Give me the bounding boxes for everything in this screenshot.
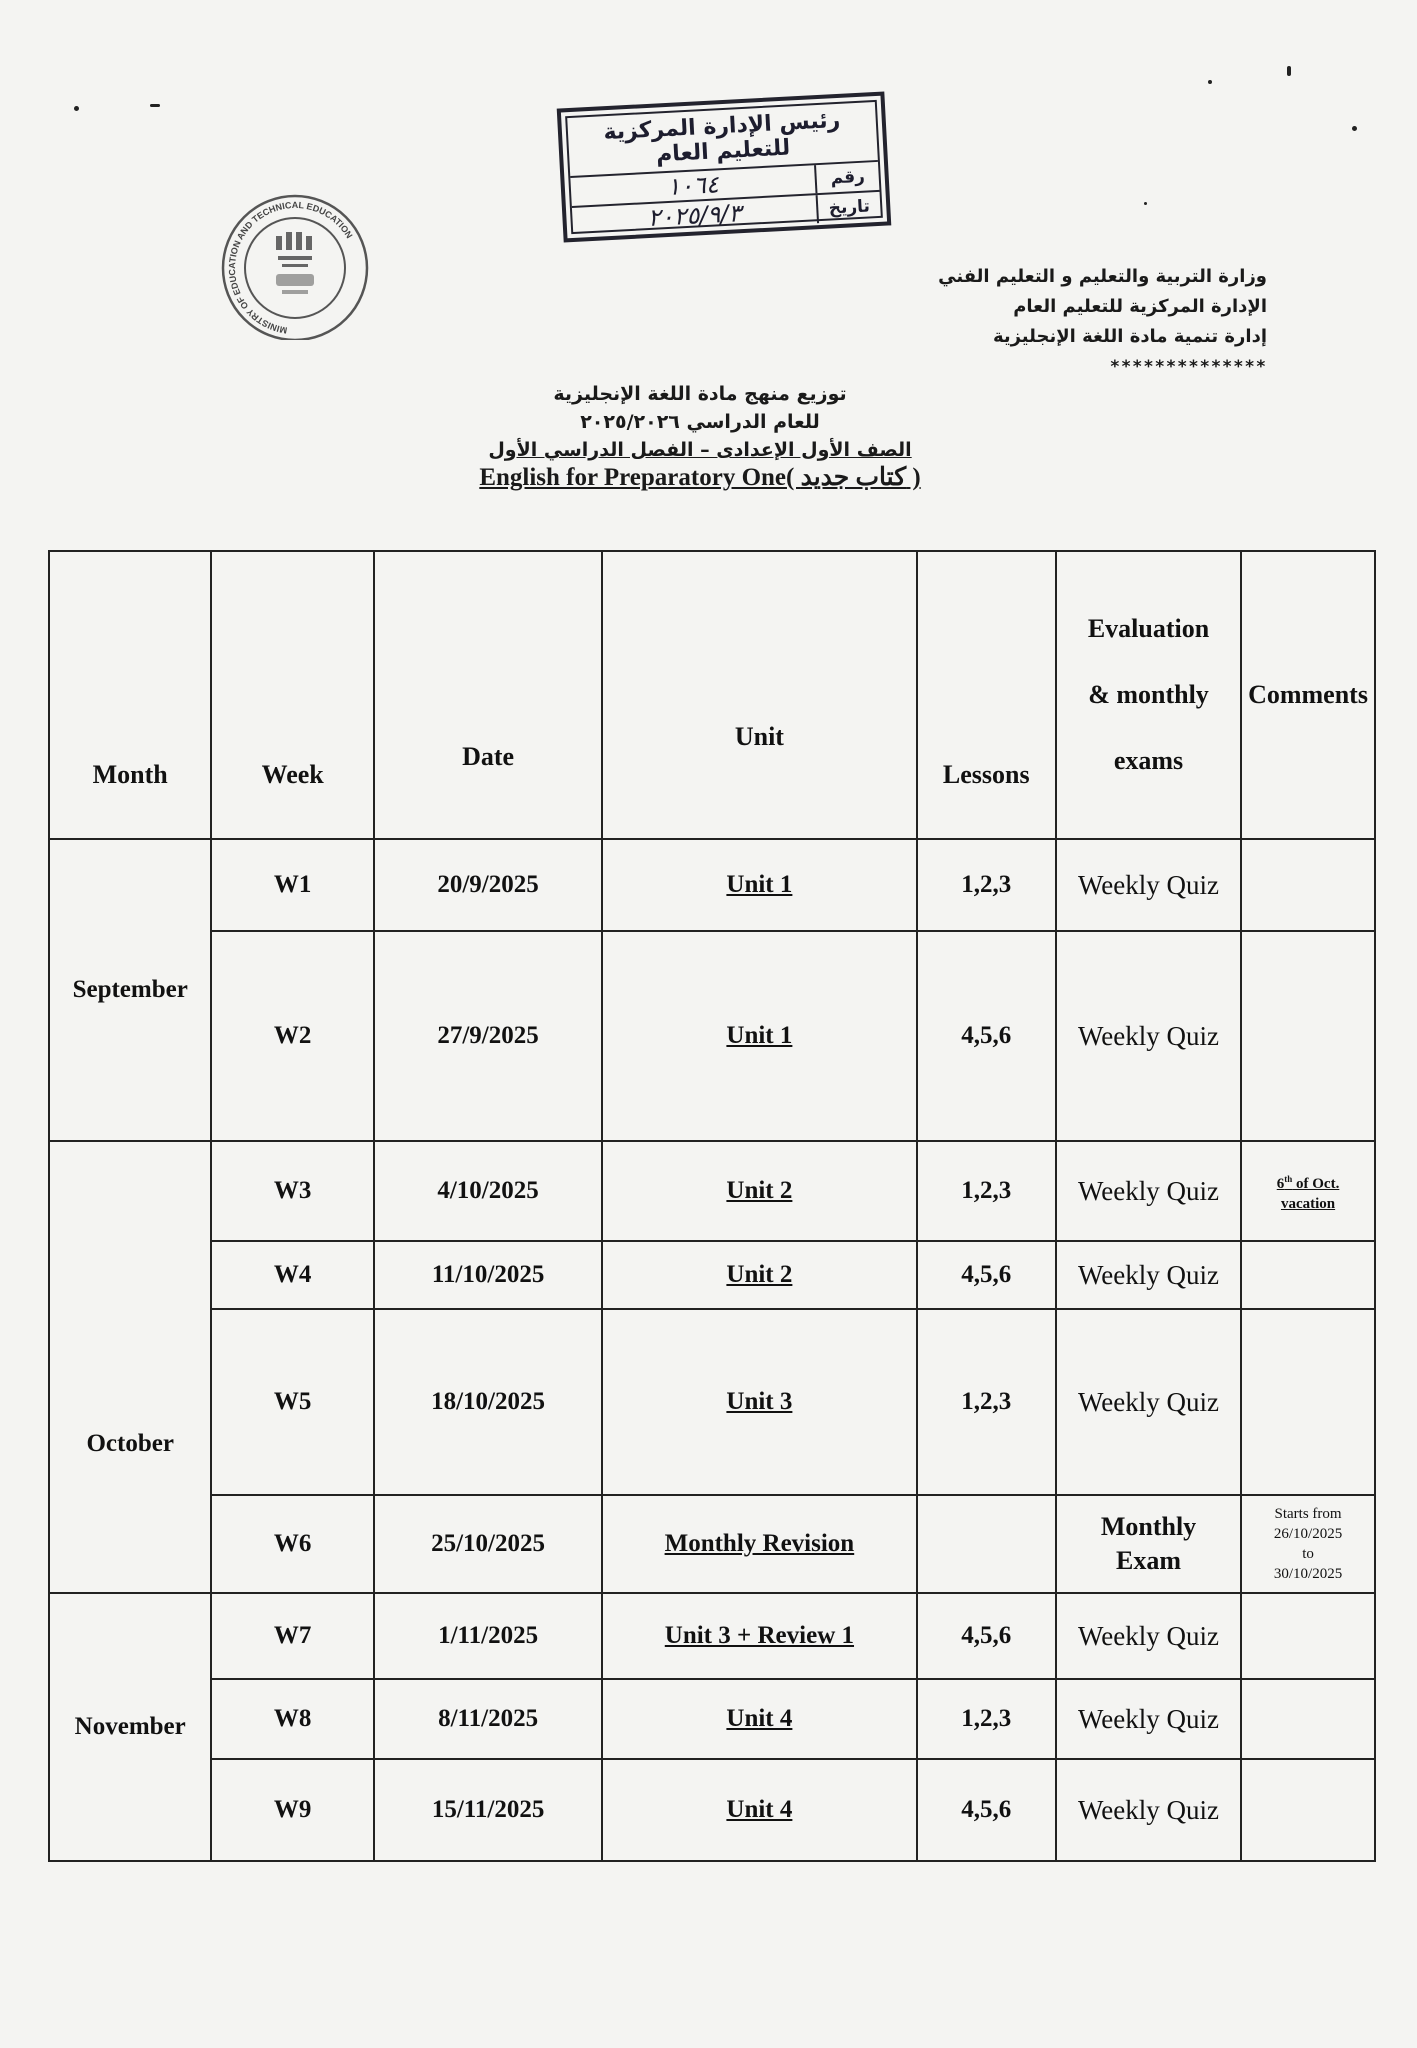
comment-holiday-date bbox=[1248, 1169, 1368, 1194]
week-cell: W9 bbox=[211, 1759, 374, 1861]
unit-cell: Unit 1 bbox=[602, 931, 916, 1141]
date-cell: 25/10/2025 bbox=[374, 1495, 602, 1593]
week-cell: W2 bbox=[211, 931, 374, 1141]
header-eval-line-3: exams bbox=[1113, 746, 1184, 775]
title-line-3: الصف الأول الإعدادى – الفصل الدراسي الأول bbox=[488, 439, 912, 461]
scan-speck bbox=[1208, 80, 1212, 84]
table-row bbox=[49, 1679, 1375, 1759]
stamp-number-label: رقم bbox=[814, 162, 879, 193]
unit-cell: Unit 1 bbox=[602, 839, 916, 931]
table-row bbox=[49, 1593, 1375, 1679]
table-row bbox=[49, 931, 1375, 1141]
scan-speck bbox=[150, 104, 160, 107]
table-header-row bbox=[49, 551, 1375, 839]
date-cell: 27/9/2025 bbox=[374, 931, 602, 1141]
comment-holiday-month: of Oct. bbox=[1292, 1175, 1340, 1192]
date-cell: 20/9/2025 bbox=[374, 839, 602, 931]
title-english: English for Preparatory One bbox=[479, 464, 787, 491]
unit-cell: Monthly Revision bbox=[602, 1495, 916, 1593]
table-row bbox=[49, 1141, 1375, 1241]
stamp-date-value: ٢٠٢٥/٩/٣ bbox=[647, 199, 742, 233]
month-cell: September bbox=[49, 839, 211, 1141]
date-cell: 11/10/2025 bbox=[374, 1241, 602, 1309]
date-cell: 4/10/2025 bbox=[374, 1141, 602, 1241]
header-date: Date bbox=[374, 551, 602, 839]
unit-cell: Unit 3 + Review 1 bbox=[602, 1593, 916, 1679]
header-month: Month bbox=[49, 551, 211, 839]
header-week: Week bbox=[211, 551, 374, 839]
header-eval-line-2: & monthly bbox=[1088, 680, 1209, 709]
comments-cell bbox=[1241, 1241, 1375, 1309]
comments-cell bbox=[1241, 1309, 1375, 1495]
comments-cell bbox=[1241, 1495, 1375, 1593]
week-cell: W4 bbox=[211, 1241, 374, 1309]
scan-speck bbox=[1144, 202, 1147, 205]
week-cell: W7 bbox=[211, 1593, 374, 1679]
comments-cell bbox=[1241, 1593, 1375, 1679]
stamp-title: رئيس الإدارة المركزية للتعليم العام bbox=[567, 102, 878, 178]
ministry-line-1: وزارة التربية والتعليم و التعليم الفني bbox=[938, 266, 1267, 287]
week-cell: W8 bbox=[211, 1679, 374, 1759]
scan-speck bbox=[1352, 126, 1357, 131]
lessons-cell: 4,5,6 bbox=[917, 1593, 1056, 1679]
curriculum-table bbox=[48, 550, 1376, 1862]
ministry-logo bbox=[212, 190, 378, 340]
evaluation-cell: Weekly Quiz bbox=[1056, 1679, 1241, 1759]
title-line-1: توزيع منهج مادة اللغة الإنجليزية bbox=[553, 383, 847, 405]
lessons-cell: 1,2,3 bbox=[917, 1141, 1056, 1241]
title-line-4 bbox=[420, 464, 980, 492]
comments-cell bbox=[1241, 1759, 1375, 1861]
date-cell: 8/11/2025 bbox=[374, 1679, 602, 1759]
exam-line-2: Exam bbox=[1116, 1546, 1181, 1575]
evaluation-cell: Weekly Quiz bbox=[1056, 931, 1241, 1141]
date-cell: 15/11/2025 bbox=[374, 1759, 602, 1861]
comment-exam-end-date: 30/10/2025 bbox=[1273, 1566, 1343, 1582]
title-line-2: للعام الدراسي ٢٠٢٥/٢٠٢٦ bbox=[580, 411, 820, 433]
unit-cell: Unit 2 bbox=[602, 1141, 916, 1241]
week-cell: W6 bbox=[211, 1495, 374, 1593]
exam-line-1: Monthly bbox=[1100, 1512, 1197, 1541]
comment-holiday-suffix: th bbox=[1284, 1173, 1293, 1184]
evaluation-cell bbox=[1056, 1495, 1241, 1593]
header-comments: Comments bbox=[1241, 551, 1375, 839]
lessons-cell: 4,5,6 bbox=[917, 931, 1056, 1141]
lessons-cell: 1,2,3 bbox=[917, 1679, 1056, 1759]
comment-exam-start-date: 26/10/2025 bbox=[1273, 1526, 1343, 1542]
ministry-stars: ************** bbox=[1109, 357, 1267, 377]
ministry-line-2: الإدارة المركزية للتعليم العام bbox=[1013, 296, 1267, 317]
svg-text:MINISTRY OF EDUCATION AND TECH: MINISTRY OF EDUCATION AND TECHNICAL EDUCATION bbox=[226, 199, 355, 336]
evaluation-cell: Weekly Quiz bbox=[1056, 1241, 1241, 1309]
evaluation-cell: Weekly Quiz bbox=[1056, 1141, 1241, 1241]
table-row bbox=[49, 1495, 1375, 1593]
lessons-cell: 1,2,3 bbox=[917, 1309, 1056, 1495]
week-cell: W1 bbox=[211, 839, 374, 931]
evaluation-cell: Weekly Quiz bbox=[1056, 839, 1241, 931]
unit-cell: Unit 4 bbox=[602, 1679, 916, 1759]
ministry-header bbox=[938, 262, 1267, 382]
table-row bbox=[49, 1241, 1375, 1309]
unit-cell: Unit 4 bbox=[602, 1759, 916, 1861]
comment-exam-start-label: Starts from bbox=[1274, 1506, 1342, 1522]
evaluation-cell: Weekly Quiz bbox=[1056, 1759, 1241, 1861]
date-cell: 1/11/2025 bbox=[374, 1593, 602, 1679]
title-new-book: ( كتاب جديد ) bbox=[786, 464, 921, 491]
official-stamp bbox=[557, 92, 892, 243]
document-titles bbox=[420, 380, 980, 492]
lessons-cell: 4,5,6 bbox=[917, 1759, 1056, 1861]
lessons-cell: 4,5,6 bbox=[917, 1241, 1056, 1309]
unit-cell: Unit 2 bbox=[602, 1241, 916, 1309]
header-lessons: Lessons bbox=[917, 551, 1056, 839]
comments-cell bbox=[1241, 839, 1375, 931]
scan-speck bbox=[1287, 66, 1291, 76]
comments-cell bbox=[1241, 1679, 1375, 1759]
evaluation-cell: Weekly Quiz bbox=[1056, 1309, 1241, 1495]
unit-cell: Unit 3 bbox=[602, 1309, 916, 1495]
evaluation-cell: Weekly Quiz bbox=[1056, 1593, 1241, 1679]
week-cell: W5 bbox=[211, 1309, 374, 1495]
stamp-number-value: ١٠٦٤ bbox=[666, 170, 720, 201]
comments-cell bbox=[1241, 1141, 1375, 1241]
week-cell: W3 bbox=[211, 1141, 374, 1241]
table-row bbox=[49, 839, 1375, 931]
table-row bbox=[49, 1309, 1375, 1495]
comments-cell bbox=[1241, 931, 1375, 1141]
comment-holiday-day: 6 bbox=[1276, 1175, 1285, 1192]
header-eval-line-1: Evaluation bbox=[1087, 614, 1210, 643]
header-unit: Unit bbox=[602, 551, 916, 839]
scan-speck bbox=[74, 106, 79, 111]
ministry-line-3: إدارة تنمية مادة اللغة الإنجليزية bbox=[992, 326, 1267, 347]
month-cell: November bbox=[49, 1593, 211, 1861]
date-cell: 18/10/2025 bbox=[374, 1309, 602, 1495]
comment-exam-to: to bbox=[1302, 1546, 1314, 1562]
lessons-cell bbox=[917, 1495, 1056, 1593]
stamp-date-label: تاريخ bbox=[816, 192, 881, 223]
table-row bbox=[49, 1759, 1375, 1861]
month-cell: October bbox=[49, 1141, 211, 1593]
lessons-cell: 1,2,3 bbox=[917, 839, 1056, 931]
comment-holiday-vacation: vacation bbox=[1280, 1195, 1336, 1212]
header-evaluation bbox=[1056, 551, 1241, 839]
